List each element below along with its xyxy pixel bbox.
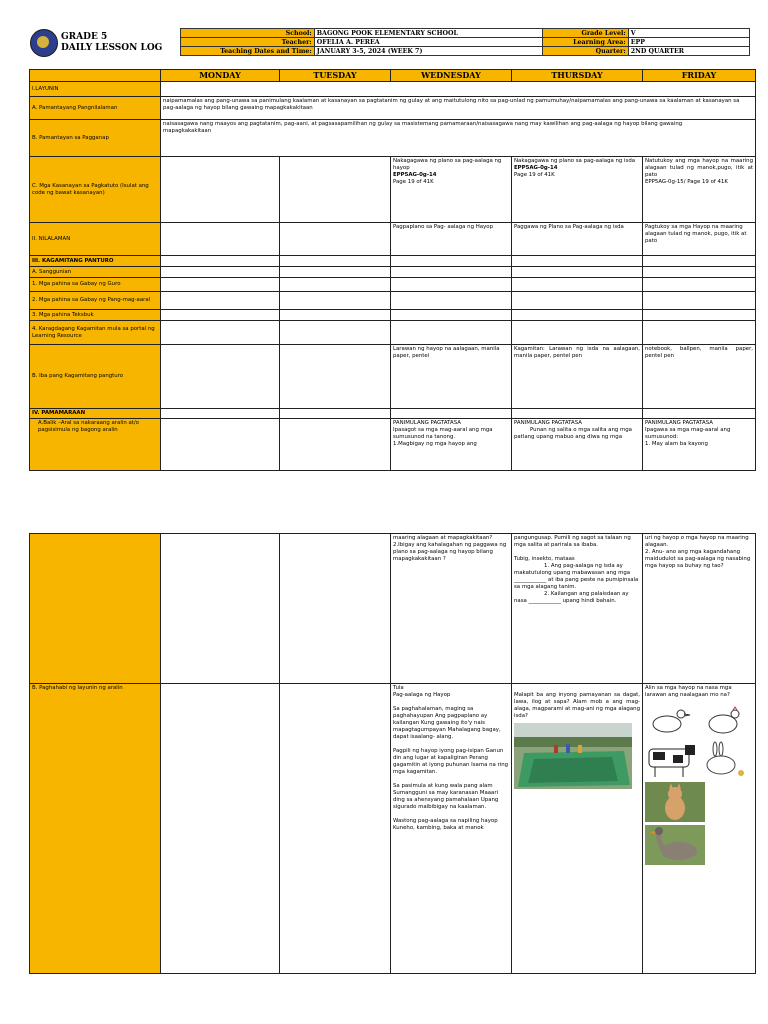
wed-tula-stanza-3: Sa pasimula at kung wala pang alam Sumangguni sa may karanasan Maaari ding sa ahensyang pamahalaan Upang sigurado maibibigay na kaalaman. xyxy=(393,783,499,810)
row-label-iba-pang: B. Iba pang Kagamitang pangturo xyxy=(30,345,161,409)
table-row xyxy=(30,157,756,223)
row-label-kagamitang: III. KAGAMITANG PANTURO xyxy=(30,256,161,267)
cell-wednesday xyxy=(391,321,512,345)
wed-cont-2: 2.Ibigay ang kahalagahan ng paggawa ng plano sa pag-aalaga ng hayop bilang mapagkakakitaan ? xyxy=(393,542,507,562)
cell-friday xyxy=(643,278,756,292)
row-cell xyxy=(161,82,756,97)
balik-thu-cell xyxy=(512,419,643,471)
grade-title xyxy=(61,32,162,54)
cell-wednesday xyxy=(391,278,512,292)
grade-line: GRADE 5 xyxy=(61,32,108,42)
table-row xyxy=(30,345,756,409)
row-label-continued xyxy=(30,534,161,684)
thu-cont-4: 2. Kailangan ang palaisdaan ay nasa ____________ upang hindi bahain. xyxy=(514,591,629,604)
thu-cont-3: 1. Ang pag-aalaga ng isda ay makatutulong upang mabawasan ang mga ____________ at iba pang peste na pumipinsala sa mga alagang tanim. xyxy=(514,563,639,590)
cell-monday xyxy=(161,157,280,223)
cell-tuesday xyxy=(280,409,391,419)
cell-friday xyxy=(643,409,756,419)
cell-tuesday xyxy=(280,267,391,278)
cell-wednesday xyxy=(391,292,512,310)
cell-thursday xyxy=(512,409,643,419)
fri-paghahabi-cell xyxy=(643,684,756,974)
nilalaman-fri: Pagtukoy sa mga Hayop na maaring alagaan tulad ng manok, pugo, itik at pato xyxy=(643,223,756,256)
row-label-teksbuk: 3. Mga pahina Teksbuk xyxy=(30,310,161,321)
cell-tuesday xyxy=(280,292,391,310)
cell-monday xyxy=(161,345,280,409)
thu-paghahabi-text: Malapit ba ang inyong pamayanan sa dagat, lawa, ilog at sapa? Alam mob a ang mag-alaga, magparami at mag-ani ng mga alagang isda? xyxy=(514,692,640,719)
school-info-table xyxy=(180,28,566,56)
wed-tula-label: Tula xyxy=(393,685,404,691)
thu-cont-2: Tubig, insekto, mataas xyxy=(514,556,575,562)
row-label-pamantayang: A. Pamantayang Pangnilalaman xyxy=(30,97,161,120)
cell-wednesday xyxy=(391,267,512,278)
cell-thursday xyxy=(512,310,643,321)
iba-fri: notebook, ballpen, manila paper, pentel pen xyxy=(643,345,756,409)
cell-monday xyxy=(161,278,280,292)
fri-cont-1: uri ng hayop o mga hayop na maaring alagaan. xyxy=(645,535,749,548)
cell-friday xyxy=(643,321,756,345)
table-row xyxy=(30,310,756,321)
cell-monday xyxy=(161,256,280,267)
table-row xyxy=(30,82,756,97)
balik-fri-text-2: 1. May alam ba kayong xyxy=(645,441,708,447)
goose-photo xyxy=(645,825,705,865)
cell-tuesday xyxy=(280,278,391,292)
wed-tula-cell xyxy=(391,684,512,974)
table-row xyxy=(30,419,756,471)
thu-paghahabi-cell xyxy=(512,684,643,974)
row-label-sanggunian: A. Sanggunian xyxy=(30,267,161,278)
dates-value: JANUARY 3-5, 2024 (WEEK 7) xyxy=(314,47,565,56)
wed-tula-stanza-1: Sa paghahalaman, maging sa paghahayupan Ang pagpaplano ay kailangan Kung gawaing ito'y nais mapagtagumpayan Mahalagang bagay, dapat isaalang- alang. xyxy=(393,706,501,740)
table-row xyxy=(30,223,756,256)
nilalaman-thu: Paggawa ng Plano sa Pag-aalaga ng isda xyxy=(512,223,643,256)
day-tuesday: TUESDAY xyxy=(280,70,391,82)
table-row xyxy=(30,409,756,419)
day-monday: MONDAY xyxy=(161,70,280,82)
cell-tuesday xyxy=(280,534,391,684)
kasanayan-fri-code: EPP5AG-0g-15/ Page 19 of 41K xyxy=(645,179,728,185)
kasanayan-wed-code: EPP5AG-0g-14 xyxy=(393,172,437,178)
kasanayan-fri-cell xyxy=(643,157,756,223)
iba-wed: Larawan ng hayop na aalagaan, manila paper, pentel xyxy=(391,345,512,409)
table-row xyxy=(30,321,756,345)
balik-fri-text: Ipagawa sa mga mag-aaral ang sumusunod: xyxy=(645,427,731,440)
cell-thursday xyxy=(512,256,643,267)
grade-level-value: V xyxy=(628,29,749,38)
nilalaman-wed: Pagpaplano sa Pag- aalaga ng Hayop xyxy=(391,223,512,256)
table-row xyxy=(30,256,756,267)
cell-monday xyxy=(161,534,280,684)
cell-monday xyxy=(161,223,280,256)
table-row xyxy=(30,97,756,120)
kasanayan-thu-code: EPP5AG-0g-14 xyxy=(514,165,558,171)
pagganap-text: naisasagawa nang maayos ang pagtatanim, pag-aani, at pagsasapamilihan ng gulay sa masistemang pamamaraan/naisasagawa nang may kawilihan ang pag-aalaga ng hayop bilang gawaing xyxy=(163,121,683,127)
row-label-mag-aaral: 2. Mga pahina sa Gabay ng Pang-mag-aaral xyxy=(30,292,161,310)
fri-cont-2: 2. Anu- ano ang mga kagandahang maidudulot sa pag-aalaga ng nasabing mga hayop sa buhay ng tao? xyxy=(645,549,751,569)
cell-monday xyxy=(161,310,280,321)
row-label-lr-portal: 4. Karagdagang Kagamitan mula sa portal ng Learning Resource xyxy=(30,321,161,345)
day-thursday: THURSDAY xyxy=(512,70,643,82)
wed-tula-title: Pag-aalaga ng Hayop xyxy=(393,692,451,698)
row-label-pagganap: B. Pamantayan sa Pagganap xyxy=(30,120,161,157)
kasanayan-wed-page: Page 19 of 41K xyxy=(393,179,434,185)
duck-and-hen-drawing xyxy=(645,702,751,738)
balik-fri-cell xyxy=(643,419,756,471)
kasanayan-wed: Nakagagawa ng plano sa pag-aalaga ng hayop xyxy=(393,158,502,171)
balik-thu-title: PANIMULANG PAGTATASA xyxy=(514,420,582,426)
fish-pond-photo xyxy=(514,723,632,789)
cell-wednesday xyxy=(391,310,512,321)
balik-wed-cell xyxy=(391,419,512,471)
table-row xyxy=(30,278,756,292)
balik-thu-text: Punan ng salita o mga salita ang mga patlang upang mabuo ang diwa ng mga xyxy=(514,427,632,440)
grade-info-table xyxy=(542,28,750,56)
wed-tula-stanza-4: Wastong pag-aalaga sa napiling hayop Kuneho, kambing, baka at manok xyxy=(393,818,498,831)
day-wednesday: WEDNESDAY xyxy=(391,70,512,82)
deped-seal-icon xyxy=(30,29,58,57)
cell-monday xyxy=(161,321,280,345)
row-label-pamamaraan: IV. PAMAMARAAN xyxy=(30,409,161,419)
cell-friday xyxy=(643,292,756,310)
pagganap-cell xyxy=(161,120,756,157)
row-label-kasanayan: C. Mga Kasanayan sa Pagkatuto (Isulat ang code ng bawat kasanayan) xyxy=(30,157,161,223)
lesson-log-header xyxy=(28,28,750,60)
balik-wed-text: Ipasagot sa mga mag-aaral ang mga sumusunod na tanong. xyxy=(393,427,493,440)
cell-monday xyxy=(161,267,280,278)
wed-continued-cell xyxy=(391,534,512,684)
row-label-nilalaman: II. NILALAMAN xyxy=(30,223,161,256)
thu-cont-1: pangungusap. Pumili ng sagot sa talaan ng mga salita at parirala sa ibaba. xyxy=(514,535,631,548)
quarter-value: 2ND QUARTER xyxy=(628,47,749,56)
cell-friday xyxy=(643,267,756,278)
cell-thursday xyxy=(512,267,643,278)
pagganap-text-2: mapagkakakitaan xyxy=(163,128,212,134)
grade-level-label: Grade Level: xyxy=(543,29,629,38)
kasanayan-fri: Natutukoy ang mga hayop na maaring alagaan tulad ng manok,pugo, itik at pato xyxy=(645,158,753,178)
cell-tuesday xyxy=(280,419,391,471)
table-row xyxy=(30,534,756,684)
cell-monday xyxy=(161,409,280,419)
fri-continued-cell xyxy=(643,534,756,684)
balik-fri-title: PANIMULANG PAGTATASA xyxy=(645,420,713,426)
iba-thu: Kagamitan: Larawan ng isda na aalagaan, manila paper, pentel pen xyxy=(512,345,643,409)
fri-paghahabi-text: Alin sa mga hayop na nasa mga larawan ang naalagaan mo na? xyxy=(645,685,732,698)
teacher-label: Teacher: xyxy=(181,38,315,47)
cell-tuesday xyxy=(280,310,391,321)
teacher-value: OFELIA A. PEREA xyxy=(314,38,565,47)
table-row xyxy=(30,292,756,310)
quarter-label: Quarter: xyxy=(543,47,629,56)
cat-photo xyxy=(645,782,705,822)
cell-tuesday xyxy=(280,345,391,409)
row-label-layunin: I.LAYUNIN xyxy=(30,82,161,97)
balik-wed-text-2: 1.Magbigay ng mga hayop ang xyxy=(393,441,477,447)
table-row xyxy=(30,120,756,157)
cell-wednesday xyxy=(391,256,512,267)
kasanayan-wed-cell xyxy=(391,157,512,223)
cow-and-rabbit-drawing xyxy=(645,741,751,779)
kasanayan-thu-cell xyxy=(512,157,643,223)
kasanayan-thu-page: Page 19 of 41K xyxy=(514,172,555,178)
cell-tuesday xyxy=(280,223,391,256)
learning-area-label: Learning Area: xyxy=(543,38,629,47)
cell-friday xyxy=(643,310,756,321)
row-label-balik-aral: A.Balik –Aral sa nakaraang aralin at/o pagsisimula ng bagong aralin xyxy=(30,419,161,471)
table-row xyxy=(30,684,756,974)
lesson-log-table-continued xyxy=(29,533,756,974)
kasanayan-thu: Nakagagawa ng plano sa pag-aalaga ng isda xyxy=(514,158,636,164)
cell-tuesday xyxy=(280,157,391,223)
row-label-guro: 1. Mga pahina sa Gabay ng Guro xyxy=(30,278,161,292)
cell-tuesday xyxy=(280,321,391,345)
cell-tuesday xyxy=(280,684,391,974)
cell-monday xyxy=(161,684,280,974)
table-row xyxy=(30,267,756,278)
row-label-paghahabi: B. Paghahabi ng layunin ng aralin xyxy=(30,684,161,974)
lesson-log-table xyxy=(29,69,756,471)
cell-monday xyxy=(161,419,280,471)
thu-continued-cell xyxy=(512,534,643,684)
balik-wed-title: PANIMULANG PAGTATASA xyxy=(393,420,461,426)
cell-thursday xyxy=(512,292,643,310)
school-value: BAGONG POOK ELEMENTARY SCHOOL xyxy=(314,29,565,38)
cell-thursday xyxy=(512,278,643,292)
pamantayang-text: naipamamalas ang pang-unawa sa panimulang kaalaman at kasanayan sa pagtatanim ng gulay at ang maitutulong nito sa pag-unlad ng pamumuhay/naipamamalas ang pang-unawa sa kaalaman at kasanayan sa pag-aalaga ng hayop bilang gawaing mapagkakakitaan xyxy=(161,97,756,120)
corner-cell xyxy=(30,70,161,82)
cell-monday xyxy=(161,292,280,310)
day-header-row xyxy=(30,70,756,82)
wed-tula-stanza-2: Pagpili ng hayop iyong pag-isipan Ganun din ang lugar at kapaligiran Perang gagamitin at iyong puhunan Isama na ring mga kagamitan. xyxy=(393,748,509,775)
learning-area-value: EPP xyxy=(628,38,749,47)
cell-friday xyxy=(643,256,756,267)
cell-wednesday xyxy=(391,409,512,419)
cell-tuesday xyxy=(280,256,391,267)
dates-label: Teaching Dates and Time: xyxy=(181,47,315,56)
school-label: School: xyxy=(181,29,315,38)
log-title: DAILY LESSON LOG xyxy=(61,43,163,53)
wed-cont-1: maaring alagaan at mapagkakitaan? xyxy=(393,535,493,541)
day-friday: FRIDAY xyxy=(643,70,756,82)
cell-thursday xyxy=(512,321,643,345)
